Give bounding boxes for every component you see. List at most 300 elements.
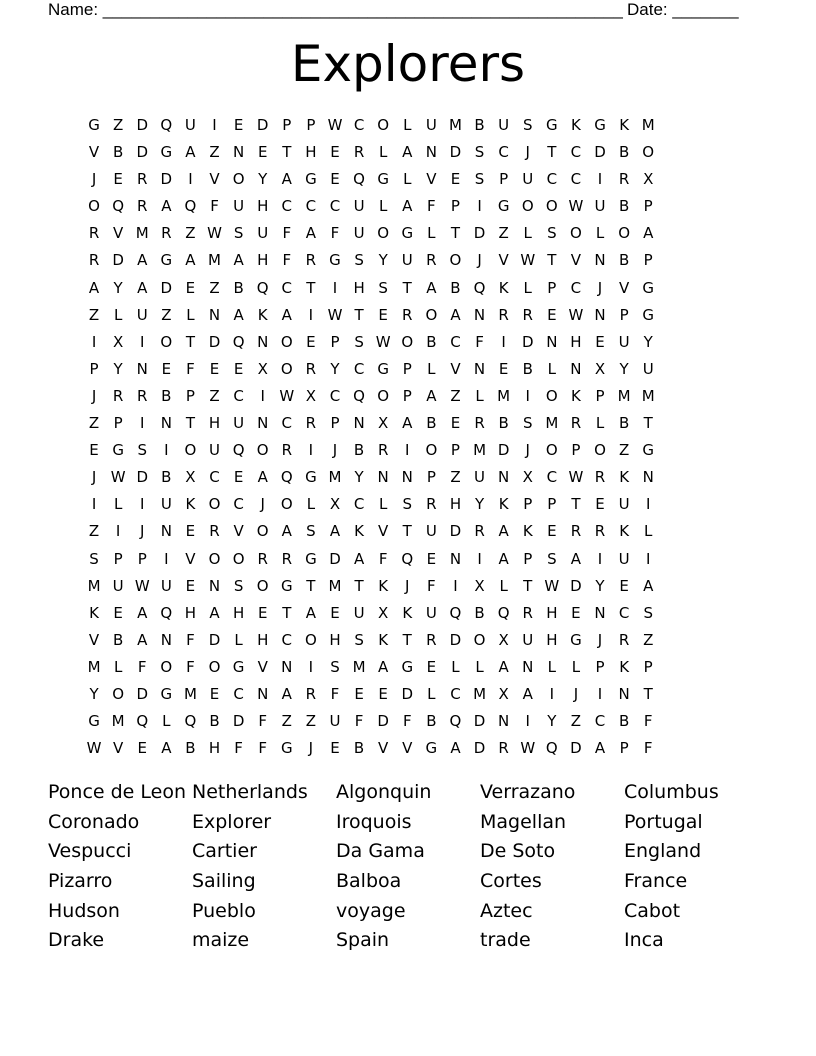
grid-letter: A (233, 251, 244, 270)
grid-letter: W (568, 197, 584, 216)
grid-letter: V (426, 170, 437, 189)
grid-letter: R (377, 441, 389, 460)
grid-letter: E (595, 495, 605, 514)
grid-letter: I (597, 684, 603, 703)
grid-letter: A (161, 197, 172, 216)
grid-letter: H (570, 332, 582, 351)
date-field-label: Date: _______ (627, 0, 739, 19)
grid-row (82, 220, 742, 247)
grid-letter: D (112, 251, 124, 270)
grid-letter: F (427, 576, 436, 595)
word-list-item: Drake (48, 929, 105, 952)
grid-letter: P (643, 657, 653, 676)
grid-letter: E (330, 603, 340, 622)
grid-letter: V (402, 739, 413, 758)
grid-letter: S (233, 224, 244, 243)
grid-letter: Y (113, 278, 123, 297)
grid-letter: I (645, 549, 651, 568)
grid-letter: A (209, 603, 220, 622)
grid-letter: N (281, 657, 293, 676)
grid-letter: R (522, 603, 533, 622)
grid-letter: B (426, 332, 437, 351)
header (48, 0, 748, 20)
word-list-item: Verrazano (480, 781, 576, 803)
grid-letter: B (161, 468, 172, 487)
grid-letter: I (525, 386, 530, 405)
grid-letter: E (113, 170, 123, 189)
grid-letter: C (233, 495, 244, 514)
grid-letter: D (570, 576, 582, 595)
grid-letter: O (449, 251, 462, 270)
grid-letter: V (257, 657, 268, 676)
grid-letter: B (112, 630, 124, 649)
grid-letter: M (87, 657, 101, 676)
grid-letter: T (571, 495, 581, 514)
grid-letter: C (570, 143, 582, 162)
grid-letter: Q (353, 170, 365, 189)
grid-letter: P (402, 359, 412, 378)
grid-letter: U (474, 468, 486, 487)
word-list-item: De Soto (480, 840, 556, 863)
grid-letter: A (257, 468, 268, 487)
grid-letter: E (354, 684, 364, 703)
grid-letter: G (401, 224, 414, 243)
grid-letter: A (137, 251, 148, 270)
grid-letter: K (257, 305, 268, 324)
grid-letter: R (426, 495, 437, 514)
grid-letter: Q (256, 278, 269, 297)
grid-letter: O (280, 495, 293, 514)
grid-letter: K (619, 468, 630, 487)
grid-letter: A (281, 684, 292, 703)
grid-letter: C (353, 359, 365, 378)
grid-letter: A (402, 197, 413, 216)
grid-letter: L (306, 495, 316, 514)
grid-letter: N (498, 468, 510, 487)
grid-letter: R (474, 414, 485, 433)
grid-letter: L (547, 359, 556, 378)
grid-letter: P (547, 278, 557, 297)
grid-letter: N (160, 630, 172, 649)
grid-letter: A (402, 414, 413, 433)
grid-letter: B (426, 414, 437, 433)
grid-letter: H (208, 414, 221, 433)
grid-letter: G (401, 657, 414, 676)
grid-letter: R (426, 251, 437, 270)
grid-letter: X (498, 630, 509, 649)
grid-letter: F (282, 224, 292, 243)
word-list-item: Coronado (48, 810, 140, 833)
grid-letter: F (330, 684, 340, 703)
grid-row (82, 518, 742, 545)
grid-letter: E (137, 739, 147, 758)
grid-letter: B (233, 278, 244, 297)
grid-letter: N (618, 684, 630, 703)
grid-letter: I (405, 441, 410, 460)
grid-row (82, 546, 742, 573)
grid-letter: O (642, 143, 655, 162)
grid-letter: I (501, 332, 506, 351)
grid-letter: F (186, 657, 195, 676)
grid-letter: N (208, 576, 221, 595)
grid-letter: D (136, 143, 149, 162)
grid-letter: M (87, 576, 101, 595)
grid-letter: U (594, 197, 606, 216)
grid-letter: B (209, 712, 220, 731)
grid-letter: A (329, 522, 341, 541)
grid-letter: F (402, 712, 412, 731)
grid-letter: T (402, 278, 412, 297)
grid-letter: T (402, 630, 412, 649)
grid-letter: T (306, 576, 316, 595)
grid-letter: T (547, 143, 557, 162)
grid-letter: I (453, 576, 458, 595)
grid-letter: F (137, 657, 147, 676)
grid-letter: M (473, 684, 487, 703)
grid-letter: G (112, 441, 124, 460)
grid-letter: G (642, 441, 655, 460)
grid-letter: I (115, 522, 121, 541)
grid-letter: M (641, 116, 655, 134)
grid-letter: N (401, 468, 413, 487)
grid-letter: A (137, 278, 148, 297)
grid-letter: G (160, 251, 173, 270)
grid-letter: G (280, 576, 293, 595)
grid-letter: E (233, 116, 244, 134)
grid-letter: O (160, 332, 173, 351)
grid-letter: G (377, 359, 389, 378)
grid-letter: O (208, 549, 221, 568)
grid-letter: X (643, 170, 654, 189)
word-list-item: trade (480, 929, 531, 952)
grid-letter: D (449, 143, 462, 162)
grid-letter: U (353, 197, 365, 216)
word-list-item: Ponce de Leon (48, 781, 187, 803)
grid-letter: F (186, 630, 195, 649)
grid-letter: C (353, 116, 365, 134)
grid-letter: X (113, 332, 124, 351)
grid-letter: R (305, 414, 317, 433)
grid-letter: R (257, 549, 268, 568)
grid-letter: A (594, 739, 606, 758)
grid-letter: L (427, 359, 436, 378)
word-row (48, 778, 768, 808)
grid-letter: G (425, 739, 438, 758)
word-list-item: Algonquin (336, 781, 432, 803)
grid-letter: W (327, 305, 343, 324)
grid-letter: R (570, 414, 582, 433)
grid-letter: L (113, 657, 123, 676)
grid-letter: G (594, 116, 606, 134)
grid-letter: I (91, 332, 97, 351)
grid-letter: U (353, 224, 365, 243)
grid-letter: O (377, 224, 390, 243)
grid-letter: U (618, 549, 630, 568)
grid-letter: C (570, 278, 582, 297)
word-row (48, 837, 768, 867)
grid-letter: A (88, 278, 100, 297)
grid-letter: D (208, 332, 221, 351)
grid-letter: K (185, 495, 196, 514)
grid-letter: S (547, 224, 557, 243)
grid-letter: B (474, 603, 485, 622)
grid-letter: F (643, 739, 653, 758)
grid-letter: O (232, 549, 245, 568)
grid-letter: I (332, 278, 338, 297)
grid-letter: C (209, 468, 220, 487)
word-row (48, 808, 768, 838)
grid-letter: I (308, 657, 314, 676)
grid-letter: I (188, 170, 193, 189)
grid-letter: M (473, 441, 487, 460)
grid-letter: O (401, 332, 414, 351)
grid-letter: D (160, 170, 173, 189)
grid-letter: O (545, 386, 558, 405)
grid-letter: Z (209, 386, 220, 405)
grid-row (82, 681, 742, 708)
grid-letter: L (644, 522, 653, 541)
grid-letter: L (403, 170, 412, 189)
grid-letter: D (449, 630, 462, 649)
grid-letter: N (425, 143, 437, 162)
word-list-item: Cabot (624, 899, 681, 922)
grid-letter: W (207, 224, 222, 243)
grid-letter: Z (88, 414, 100, 433)
grid-letter: A (426, 386, 437, 405)
grid-letter: R (305, 359, 317, 378)
grid-letter: M (497, 386, 511, 405)
grid-letter: Z (88, 305, 100, 324)
grid-letter: S (378, 278, 388, 297)
grid-letter: A (281, 522, 292, 541)
grid-letter: D (570, 739, 582, 758)
grid-letter: C (498, 143, 509, 162)
grid-letter: E (547, 305, 557, 324)
grid-letter: U (160, 576, 172, 595)
grid-letter: Q (136, 712, 149, 731)
grid-letter: B (498, 414, 509, 433)
grid-letter: U (425, 116, 437, 134)
grid-letter: O (160, 657, 173, 676)
grid-letter: F (378, 549, 388, 568)
word-list-item: England (624, 840, 702, 863)
grid-letter: U (184, 116, 196, 134)
grid-letter: M (208, 251, 221, 270)
word-list-item: Inca (624, 929, 664, 952)
grid-letter: A (281, 170, 292, 189)
grid-letter: U (112, 576, 124, 595)
grid-letter: K (498, 278, 509, 297)
grid-letter: T (643, 684, 653, 703)
grid-letter: X (522, 468, 533, 487)
grid-letter: A (450, 305, 461, 324)
grid-letter: C (570, 170, 582, 189)
grid-letter: S (354, 332, 364, 351)
grid-letter: A (498, 522, 509, 541)
grid-row (82, 600, 742, 627)
grid-letter: J (525, 441, 530, 460)
grid-letter: L (162, 712, 171, 731)
grid-letter: D (473, 224, 486, 243)
grid-letter: R (305, 251, 317, 270)
grid-letter: A (161, 739, 172, 758)
grid-letter: T (643, 414, 653, 433)
grid-letter: A (281, 305, 292, 324)
grid-letter: E (233, 359, 244, 378)
grid-letter: C (450, 332, 461, 351)
grid-letter: P (282, 116, 292, 134)
grid-letter: O (256, 522, 269, 541)
grid-letter: C (450, 684, 461, 703)
grid-letter: B (161, 386, 172, 405)
grid-letter: G (305, 170, 317, 189)
grid-letter: Y (619, 359, 629, 378)
word-list-item: Balboa (336, 870, 402, 893)
grid-letter: S (354, 251, 364, 270)
grid-letter: B (618, 143, 630, 162)
word-list-item: Sailing (192, 870, 256, 893)
grid-row (82, 247, 742, 274)
grid-letter: L (427, 224, 436, 243)
grid-letter: J (332, 441, 338, 460)
grid-letter: Y (547, 712, 557, 731)
grid-letter: A (498, 549, 509, 568)
grid-letter: X (185, 468, 196, 487)
grid-letter: P (137, 549, 147, 568)
grid-letter: J (405, 576, 410, 595)
grid-letter: N (546, 332, 558, 351)
grid-letter: V (88, 630, 100, 649)
grid-letter: C (281, 278, 293, 297)
grid-letter: I (308, 305, 314, 324)
grid-letter: A (426, 278, 437, 297)
grid-letter: E (161, 359, 172, 378)
grid-letter: U (401, 251, 413, 270)
grid-letter: Z (113, 116, 124, 134)
grid-letter: J (140, 522, 145, 541)
grid-row (82, 627, 742, 654)
grid-letter: O (256, 576, 269, 595)
grid-letter: F (354, 712, 364, 731)
word-list-item: Vespucci (48, 840, 132, 863)
grid-letter: O (256, 441, 269, 460)
grid-row (82, 383, 742, 410)
grid-letter: V (450, 359, 461, 378)
grid-letter: S (522, 414, 533, 433)
grid-letter: V (378, 522, 389, 541)
grid-letter: O (618, 224, 631, 243)
grid-letter: K (571, 116, 581, 134)
grid-letter: T (282, 603, 292, 622)
grid-letter: V (113, 739, 124, 758)
grid-letter: N (257, 414, 269, 433)
grid-letter: G (160, 684, 173, 703)
grid-letter: L (475, 386, 484, 405)
grid-letter: P (450, 441, 460, 460)
grid-letter: M (135, 224, 149, 243)
grid-letter: C (281, 197, 293, 216)
grid-letter: G (497, 197, 510, 216)
grid-letter: S (89, 549, 99, 568)
word-list-item: Hudson (48, 899, 120, 922)
grid-letter: S (233, 576, 244, 595)
grid-letter: N (473, 305, 486, 324)
grid-letter: N (522, 657, 534, 676)
grid-letter: G (160, 143, 173, 162)
grid-letter: H (305, 143, 317, 162)
grid-letter: C (281, 630, 293, 649)
grid-letter: N (377, 468, 389, 487)
grid-letter: J (260, 495, 265, 514)
grid-letter: R (88, 251, 100, 270)
word-list-item: Cortes (480, 870, 542, 893)
grid-letter: F (234, 739, 243, 758)
grid-letter: P (402, 386, 412, 405)
word-list-item: Pizarro (48, 870, 113, 893)
grid-letter: P (571, 441, 581, 460)
grid-letter: J (477, 251, 482, 270)
grid-letter: C (305, 197, 317, 216)
grid-letter: E (257, 143, 268, 162)
grid-letter: J (91, 170, 97, 189)
grid-letter: A (643, 224, 654, 243)
grid-letter: K (378, 630, 389, 649)
grid-letter: Q (184, 712, 197, 731)
grid-letter: L (523, 224, 532, 243)
grid-letter: D (232, 712, 245, 731)
grid-letter: N (594, 251, 606, 270)
grid-letter: C (618, 603, 630, 622)
grid-letter: P (426, 468, 436, 487)
grid-letter: D (497, 441, 510, 460)
grid-letter: X (474, 576, 485, 595)
grid-letter: I (212, 116, 217, 134)
grid-letter: Y (474, 495, 485, 514)
grid-letter: O (208, 495, 221, 514)
grid-letter: A (137, 630, 148, 649)
grid-letter: C (233, 684, 244, 703)
grid-letter: Z (450, 386, 461, 405)
grid-letter: T (306, 278, 316, 297)
grid-letter: P (330, 414, 340, 433)
grid-letter: O (377, 116, 390, 134)
grid-letter: E (426, 657, 437, 676)
grid-letter: T (282, 143, 292, 162)
grid-letter: L (113, 495, 123, 514)
grid-letter: W (279, 386, 295, 405)
grid-letter: H (546, 603, 558, 622)
grid-letter: L (499, 576, 508, 595)
grid-letter: P (595, 386, 605, 405)
grid-letter: I (91, 495, 97, 514)
grid-letter: C (353, 495, 365, 514)
grid-letter: K (402, 603, 413, 622)
grid-letter: A (305, 224, 317, 243)
grid-letter: N (594, 603, 606, 622)
grid-letter: B (618, 414, 630, 433)
grid-letter: X (378, 414, 389, 433)
grid-letter: I (260, 386, 265, 405)
grid-letter: Z (498, 224, 509, 243)
grid-letter: A (305, 603, 317, 622)
grid-letter: U (425, 522, 437, 541)
grid-letter: G (305, 549, 317, 568)
grid-row (82, 654, 742, 681)
word-list-item: Netherlands (192, 781, 308, 803)
word-list-item: Cartier (192, 840, 257, 863)
grid-letter: U (257, 224, 269, 243)
grid-letter: Q (112, 197, 125, 216)
